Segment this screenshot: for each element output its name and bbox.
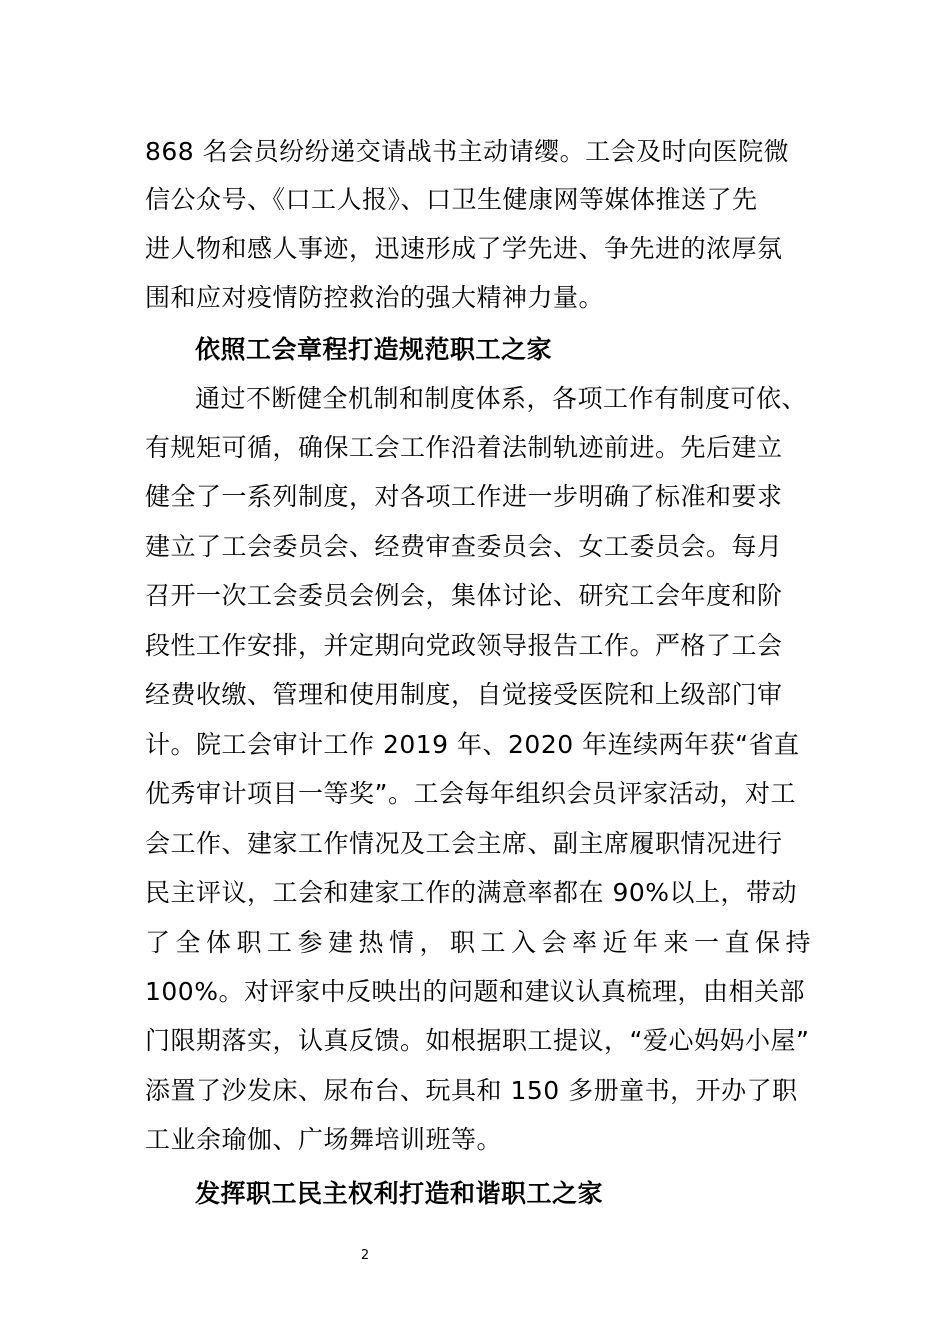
body-line: 召开一次工会委员会例会，集体讨论、研究工会年度和阶 [145,581,783,610]
body-line: 优秀审计项目一等奖”。工会每年组织会员评家活动，对工 [145,779,796,808]
body-line: 民主评议，工会和建家工作的满意率都在 90%以上，带动 [145,878,798,907]
body-line: 有规矩可循，确保工会工作沿着法制轨迹前进。先后建立 [145,433,783,462]
body-line: 段性工作安排，并定期向党政领导报告工作。严格了工会 [145,631,783,660]
body-line: 建立了工会委员会、经费审查委员会、女工委员会。每月 [145,532,783,561]
body-line: 通过不断健全机制和制度体系，各项工作有制度可依、 [195,384,808,413]
body-line: 添置了沙发床、尿布台、玩具和 150 多册童书，开办了职 [145,1076,798,1105]
body-line: 868 名会员纷纷递交请战书主动请缨。工会及时向医院微 [145,137,790,166]
body-line: 100%。对评家中反映出的问题和建议认真梳理，由相关部 [145,977,805,1006]
body-line: 信公众号、《口工人报》、口卫生健康网等媒体推送了先 [145,185,758,214]
body-line: 了全体职工参建热情，职工入会率近年来一直保持 [145,928,817,957]
body-line: 会工作、建家工作情况及工会主席、副主席履职情况进行 [145,829,783,858]
body-line: 计。院工会审计工作 2019 年、2020 年连续两年获“省直 [145,730,800,759]
page-number: 2 [360,1248,370,1263]
section-heading: 依照工会章程打造规范职工之家 [195,335,553,364]
body-line: 健全了一系列制度，对各项工作进一步明确了标准和要求 [145,482,783,511]
body-line: 门限期落实，认真反馈。如根据职工提议，“爱心妈妈小屋” [145,1026,810,1055]
body-line: 工业余瑜伽、广场舞培训班等。 [145,1125,503,1154]
body-line: 进人物和感人事迹，迅速形成了学先进、争先进的浓厚氛 [145,234,783,263]
body-line: 围和应对疫情防控救治的强大精神力量。 [145,283,605,312]
section-heading: 发挥职工民主权利打造和谐职工之家 [195,1179,604,1208]
body-line: 经费收缴、管理和使用制度，自觉接受医院和上级部门审 [145,680,783,709]
